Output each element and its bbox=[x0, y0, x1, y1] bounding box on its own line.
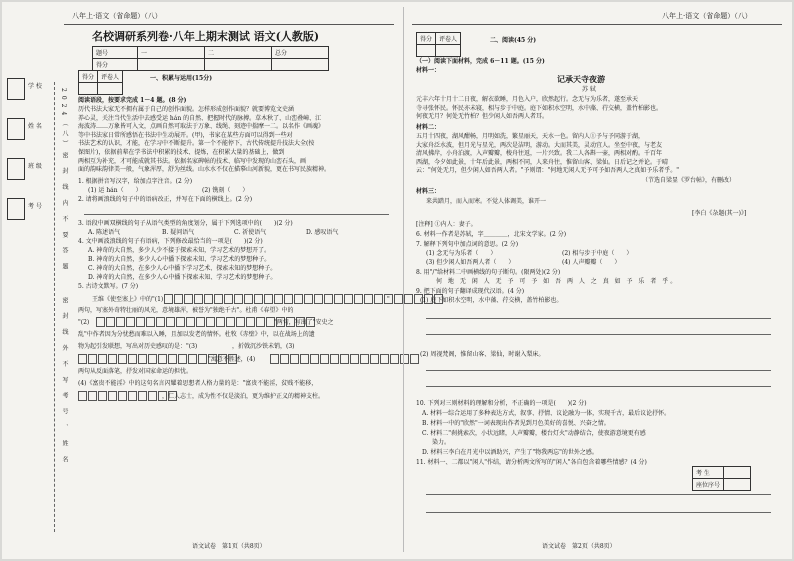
score-cell: 得分 bbox=[79, 71, 98, 83]
question-7b[interactable]: (2) 相与步于中庭（ ） bbox=[562, 250, 633, 257]
passage-line: 面的韵味韵律美一般，气象浑厚，舒为丝线。山水水不仅在描摹山河新貌，更在书写民族精神。 bbox=[78, 166, 331, 174]
passage-line: 海波涛……万象皆可入文，点画自然可取法于万象、线绳、刻迹中揣摩一二。以名作《画魂》 bbox=[78, 123, 325, 131]
poem-author: 苏 轼 bbox=[582, 86, 596, 93]
seat-box bbox=[692, 466, 751, 491]
name-label: 姓 名 bbox=[28, 123, 42, 130]
page-divider bbox=[403, 7, 404, 552]
material-2-label: 材料二： bbox=[416, 124, 441, 131]
question-8-sentence[interactable]: 何 地 无 闲 人 无 予 可 予 如 吾 两 人 之 真 如 予 乐 者 乎。 bbox=[436, 278, 679, 285]
col-2: 二 bbox=[205, 47, 272, 59]
material-1-text bbox=[416, 96, 786, 122]
left-footer: 语文试卷 第1页（共8页） bbox=[192, 543, 266, 550]
material-3-text: 来共踏月，而入而寒。不觉人体调美，谁开一 bbox=[426, 198, 547, 205]
passage-line: 书法艺术的认识，才能，在学习中不断提升。第一个不能停下，古代传统提升技法大全(按 bbox=[78, 140, 315, 148]
question-3: 3. 语段中画双横线的句子从语气类型的角度划分，属于下列选项中的( )(2 分) bbox=[78, 220, 293, 227]
q5-line-1: 王维《使至塞上》中的"(1) bbox=[92, 296, 164, 303]
answer-line[interactable] bbox=[84, 214, 389, 215]
class-box bbox=[7, 158, 25, 180]
question-7: 7. 解释下列句中加点词的意思。(2 分) bbox=[416, 241, 519, 248]
score-table-head: 题号 bbox=[93, 47, 138, 59]
answer-grid[interactable] bbox=[270, 354, 420, 363]
seat-label-a: 考 生 bbox=[693, 467, 724, 479]
question-7a[interactable]: (1) 念无与为乐者（ ） bbox=[426, 250, 497, 257]
option-10d[interactable]: D. 材料三李白在月光中以酒助兴，产生了"物我两忘"的世外之感。 bbox=[422, 449, 598, 456]
passage-line: 等中书法家日常所感悟在书法中生动展开。(甲)，书家在某些方面可以得到一些对 bbox=[78, 131, 293, 139]
question-9: 9. 把下面的句子翻译成现代汉语。(4 分) bbox=[416, 288, 525, 295]
score-cell: 得分 bbox=[417, 33, 436, 45]
poem-title: 记承天寺夜游 bbox=[557, 74, 605, 84]
material-2-text bbox=[416, 133, 786, 176]
col-1: 一 bbox=[138, 47, 205, 59]
q5-line-8: (4)《富贵不能淫》中的这句名言闪耀着思想者人格力量的是："富贵不能淫，贫贱不能移， bbox=[78, 380, 318, 387]
answer-line[interactable] bbox=[426, 512, 771, 513]
q5-line-3b: "两句，写出了"安史之 bbox=[274, 319, 334, 326]
question-11: 11. 材料一、二都以"闲人"作结，请分析两文所写的"闲人"各自包含着哪些情感？(4 分) bbox=[416, 459, 647, 466]
left-header-rule bbox=[64, 24, 394, 25]
question-1: 1. 根据拼音写汉字，给加点字注音。(2 分) bbox=[78, 178, 193, 185]
reading-intro: 阅读语段，按要求完成 1－4 题。(8 分) bbox=[78, 97, 187, 104]
question-10: 10. 下列对三则材料的理解和分析，不正确的一项是( )(2 分) bbox=[416, 400, 587, 407]
passage bbox=[78, 106, 398, 175]
right-footer: 语文试卷 第2页（共8页） bbox=[542, 543, 616, 550]
passage-line: 历代书法大家无不拥有属于自己的创作面貌。怎样形成创作面貌？就要博览文史涵 bbox=[78, 106, 295, 113]
option-3a[interactable]: A. 陈述语气 bbox=[88, 229, 121, 236]
question-6: 6. 材料一作者是苏轼，字＿＿＿＿，北宋文学家。(2 分) bbox=[416, 231, 567, 238]
sealing-notice: 密 封 线 内 不 要 答 题 bbox=[61, 152, 68, 274]
grader-cell: 评卷人 bbox=[436, 33, 461, 45]
q5-line-3a: "(2) bbox=[78, 319, 90, 326]
option-3c[interactable]: C. 祈使语气 bbox=[234, 229, 267, 236]
question-1b[interactable]: (2) 镌刻（ ） bbox=[202, 187, 249, 194]
text-line: 何夜无月？何处无竹柏？但少闲人如吾两人者耳。 bbox=[416, 113, 549, 121]
answer-grid[interactable] bbox=[164, 294, 444, 303]
answer-line[interactable] bbox=[426, 494, 771, 495]
option-3b[interactable]: B. 疑问语气 bbox=[162, 229, 195, 236]
passage-line: 养心灵，关注当代生活中去感受运 hán 的自然、把握时代的脉搏。草木秋了、山峦叠嶂、江 bbox=[78, 114, 322, 122]
answer-line[interactable] bbox=[426, 334, 771, 335]
option-10a[interactable]: A. 材料一综合运用了多种表达方式，叙事、抒情、议论融为一体，实现千古，最后议论抒怀。 bbox=[422, 410, 671, 417]
edition-mark: （八） bbox=[61, 120, 68, 150]
q5-line-5: 物为起引发联想，写出对历史感叹的是："(3) bbox=[78, 343, 198, 350]
question-5: 5. 古诗文默写。(7 分) bbox=[78, 283, 139, 290]
exam-sheet bbox=[2, 2, 792, 559]
grader-cell: 评卷人 bbox=[98, 71, 123, 83]
question-7c[interactable]: (3) 但少闲人如吾两人者（ ） bbox=[426, 259, 515, 266]
question-9b: (2) 周视梵阁，惟留山客、梁仙，时谢入梨床。 bbox=[420, 351, 545, 358]
q5-line-6: "寓意不胜述，(4) bbox=[208, 356, 256, 363]
school-label: 学 校 bbox=[28, 83, 42, 90]
grader-box-2 bbox=[416, 32, 461, 57]
q5-quote-end: " bbox=[387, 296, 390, 303]
passage-line: 两相互为补充，才可能成就其书法。依据名家碑帖的技术、临写中发现的山峦石头，画 bbox=[78, 157, 307, 165]
exam-title: 名校调研系列卷·八年上期末测试 语文(人教版) bbox=[92, 30, 320, 43]
passage-line: 保图片)，依据前辈在学书法中积累的技术、提炼，在积累大量的基础上，做到 bbox=[78, 148, 285, 156]
text-line: 清风拂岸，小舟泊渡，入声瓣瓣，梭舟往返，一片兴致。我二人各斟一壶，两相对酌。千百年 bbox=[416, 150, 663, 158]
section-2-title: 二、阅读(45 分) bbox=[490, 37, 537, 44]
school-box bbox=[7, 78, 25, 100]
seal-line bbox=[54, 82, 55, 532]
material-2-source: （节选自梁显《罗台帖》，有删改） bbox=[642, 177, 736, 184]
question-8: 8. 用"/"给材料二中画横线的句子断句。(限两处)(2 分) bbox=[416, 269, 561, 276]
option-4a[interactable]: A. 神奇的大自然，多少人少不接于探索未知，学习艺术的梦想开了。 bbox=[88, 247, 271, 254]
option-4c[interactable]: C. 神奇的大自然，在多少人心中播下学习艺术、探索未知的梦想种子。 bbox=[88, 265, 277, 272]
text-line: 寺寻张怀民。怀民亦未寝，相与步于中庭。庭下如积水空明，水中藻、荇交横，盖竹柏影也。 bbox=[416, 104, 663, 112]
q5-line-9: ，仁人志士，成为性不仅是淡泊，更为维护正义的精神支柱。 bbox=[162, 393, 325, 400]
exam-no-box bbox=[7, 198, 25, 220]
question-2: 2. 请将画浪线的句子中的语病改正，并写在下面的横线上。(2 分) bbox=[78, 196, 253, 203]
option-10b[interactable]: B. 材料一中的"欣然"一词表现出作者见到月色美好的喜悦、兴奋之情。 bbox=[422, 420, 610, 427]
text-line: 五月十四夜，湖风酣畅，月明如洗，繁星丽天，天水一色。留内人①予与予同游于湖， bbox=[416, 133, 645, 140]
section-1-title: 一、积累与运用(15分) bbox=[150, 75, 213, 82]
question-1a[interactable]: (1) 运 hán（ ） bbox=[88, 187, 142, 194]
option-10c-cont: 染力。 bbox=[432, 439, 451, 446]
q5-line-5b: ，折戟沉沙铁未销，(3) bbox=[232, 343, 295, 350]
text-line: 云："何处无月，但少闲人如吾两人者。"予则谓："何地无闲人无予可予如吾两人之真如予乐者乎。" bbox=[416, 167, 680, 175]
annotation: [注释] ①内人：妻子。 bbox=[416, 221, 477, 228]
grader-box-1 bbox=[78, 70, 123, 95]
material-1-label: 材料一： bbox=[416, 67, 441, 74]
question-7d[interactable]: (4) 人声瓣瓣（ ） bbox=[562, 259, 621, 266]
option-4b[interactable]: B. 神奇的大自然，多少人心中播下探索未知、学习艺术的梦想种子。 bbox=[88, 256, 271, 263]
text-line: 西湖，今夕如此景，十年后此景，两相不同，人来舟往，惟留山客、梁仙。日后记之并论。于晴 bbox=[416, 158, 669, 166]
exam-no-label: 考 号 bbox=[28, 203, 42, 210]
q5-line-7: 两句从反面落笔，抒发对国家命运的担忧。 bbox=[78, 368, 193, 375]
question-4: 4. 文中画波浪线的句子有语病，下列修改最恰当的一项是( )(2 分) bbox=[78, 238, 263, 245]
score-table bbox=[92, 46, 329, 71]
text-line: 元丰六年十月十二日夜，解衣欲睡，月色入户，欣然起行。念无与为乐者，遂至承天 bbox=[416, 96, 639, 103]
text-line: 大家舟泛水波，但月光与星光，两次是洁明，游动。大而其美，灵动宜人。坐至中夜，与老友 bbox=[416, 141, 663, 149]
question-9a: (1) 庭下如积水空明，水中藻、荇交横，盖竹柏影也。 bbox=[420, 297, 563, 304]
option-10c[interactable]: C. 材料二"刹挑索次，小状远睹，人声瓣瓣，楼台灯火"动静结合，使夜游意境更有感 bbox=[422, 430, 646, 437]
answer-line[interactable] bbox=[426, 370, 771, 371]
left-header: 八年上·语文（省命题）（八） bbox=[72, 12, 162, 20]
total-col: 总分 bbox=[272, 47, 329, 59]
material-3-label: 材料三： bbox=[416, 188, 441, 195]
class-label: 班 级 bbox=[28, 163, 42, 170]
answer-line[interactable] bbox=[426, 318, 771, 319]
q5-line-4: 乱"中作者因为分忧愁而难以入睡，且加以发老的情怀。杜牧《赤壁》中，以在战场上的遗 bbox=[78, 331, 315, 338]
material-3-source: [李白《杂题(其一)》] bbox=[692, 210, 747, 217]
option-4d[interactable]: D. 神奇的大自然，在多少人心中播下探索未知、学习艺术的梦想种子。 bbox=[88, 274, 277, 281]
answer-line[interactable] bbox=[426, 386, 771, 387]
sealing-notice-2: 密 封 线 外 不 写 考 号 、 姓 名 bbox=[61, 297, 68, 467]
option-3d[interactable]: D. 感叹语气 bbox=[306, 229, 339, 236]
q5-line-2: 两句，写塞外奇特壮丽的风光，意境雄浑，被誉为"独绝千古"。杜甫《春望》中的 bbox=[78, 307, 294, 314]
year-label: 2024 bbox=[60, 88, 67, 120]
sub-section-1: （一）阅读下面材料，完成 6－11 题。(15 分) bbox=[416, 58, 545, 65]
name-box bbox=[7, 118, 25, 140]
right-header: 八年上·语文（省命题）（八） bbox=[662, 12, 752, 20]
right-header-rule bbox=[412, 24, 782, 25]
seat-label-b: 座位序号 bbox=[693, 479, 724, 491]
score-row-label: 得分 bbox=[93, 59, 138, 71]
